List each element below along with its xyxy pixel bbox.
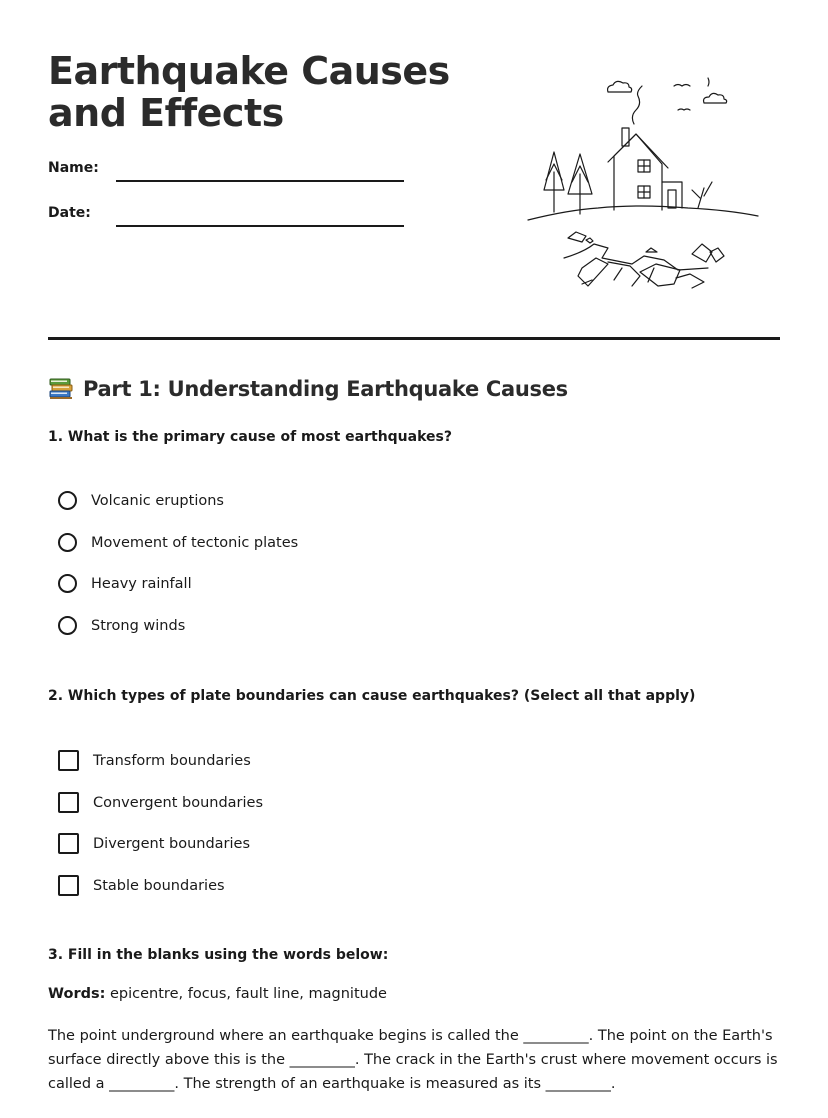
option-label: Movement of tectonic plates xyxy=(91,534,299,551)
q1-option-3[interactable] xyxy=(58,574,192,593)
part1-title xyxy=(48,376,568,402)
q2-option-3[interactable] xyxy=(58,833,250,854)
q1-option-1[interactable] xyxy=(58,491,224,510)
word-bank xyxy=(48,986,387,1002)
page-title: Earthquake Causes and Effects xyxy=(48,49,450,135)
option-label: Divergent boundaries xyxy=(93,835,251,852)
date-field-line[interactable] xyxy=(116,225,404,227)
q2-option-1[interactable] xyxy=(58,750,251,771)
house-landscape-illustration xyxy=(522,72,768,298)
checkbox[interactable] xyxy=(58,792,79,813)
question-2: 2. Which types of plate boundaries can cause earthquakes? (Select all that apply) xyxy=(48,688,696,704)
q1-option-2[interactable] xyxy=(58,533,298,552)
words-label: Words: xyxy=(48,986,106,1002)
checkbox[interactable] xyxy=(58,833,79,854)
q2-option-2[interactable] xyxy=(58,792,263,813)
words-list: epicentre, focus, fault line, magnitude xyxy=(105,986,387,1002)
option-label: Heavy rainfall xyxy=(91,575,192,592)
question-1: 1. What is the primary cause of most earthquakes? xyxy=(48,429,452,445)
option-label: Volcanic eruptions xyxy=(91,492,224,509)
option-label: Convergent boundaries xyxy=(93,794,264,811)
name-label: Name: xyxy=(48,160,99,176)
radio-button[interactable] xyxy=(58,574,77,593)
checkbox[interactable] xyxy=(58,875,79,896)
radio-button[interactable] xyxy=(58,533,77,552)
q2-option-4[interactable] xyxy=(58,875,225,896)
option-label: Stable boundaries xyxy=(93,877,225,894)
section-divider xyxy=(48,337,780,340)
books-icon xyxy=(48,376,74,402)
question-3: 3. Fill in the blanks using the words below: xyxy=(48,947,389,963)
part1-title-text: Part 1: Understanding Earthquake Causes xyxy=(83,377,568,401)
name-field-line[interactable] xyxy=(116,180,404,182)
date-label: Date: xyxy=(48,205,91,221)
fill-in-paragraph: The point underground where an earthquake begins is called the _________. The point on the Earth's surface directly above this is the _________. The crack in the Earth's crust where movement occurs is called a _________. The strength of an earthquake is measured as its _________. xyxy=(48,1028,778,1092)
q1-option-4[interactable] xyxy=(58,616,185,635)
checkbox[interactable] xyxy=(58,750,79,771)
radio-button[interactable] xyxy=(58,616,77,635)
option-label: Transform boundaries xyxy=(93,752,251,769)
option-label: Strong winds xyxy=(91,617,186,634)
radio-button[interactable] xyxy=(58,491,77,510)
